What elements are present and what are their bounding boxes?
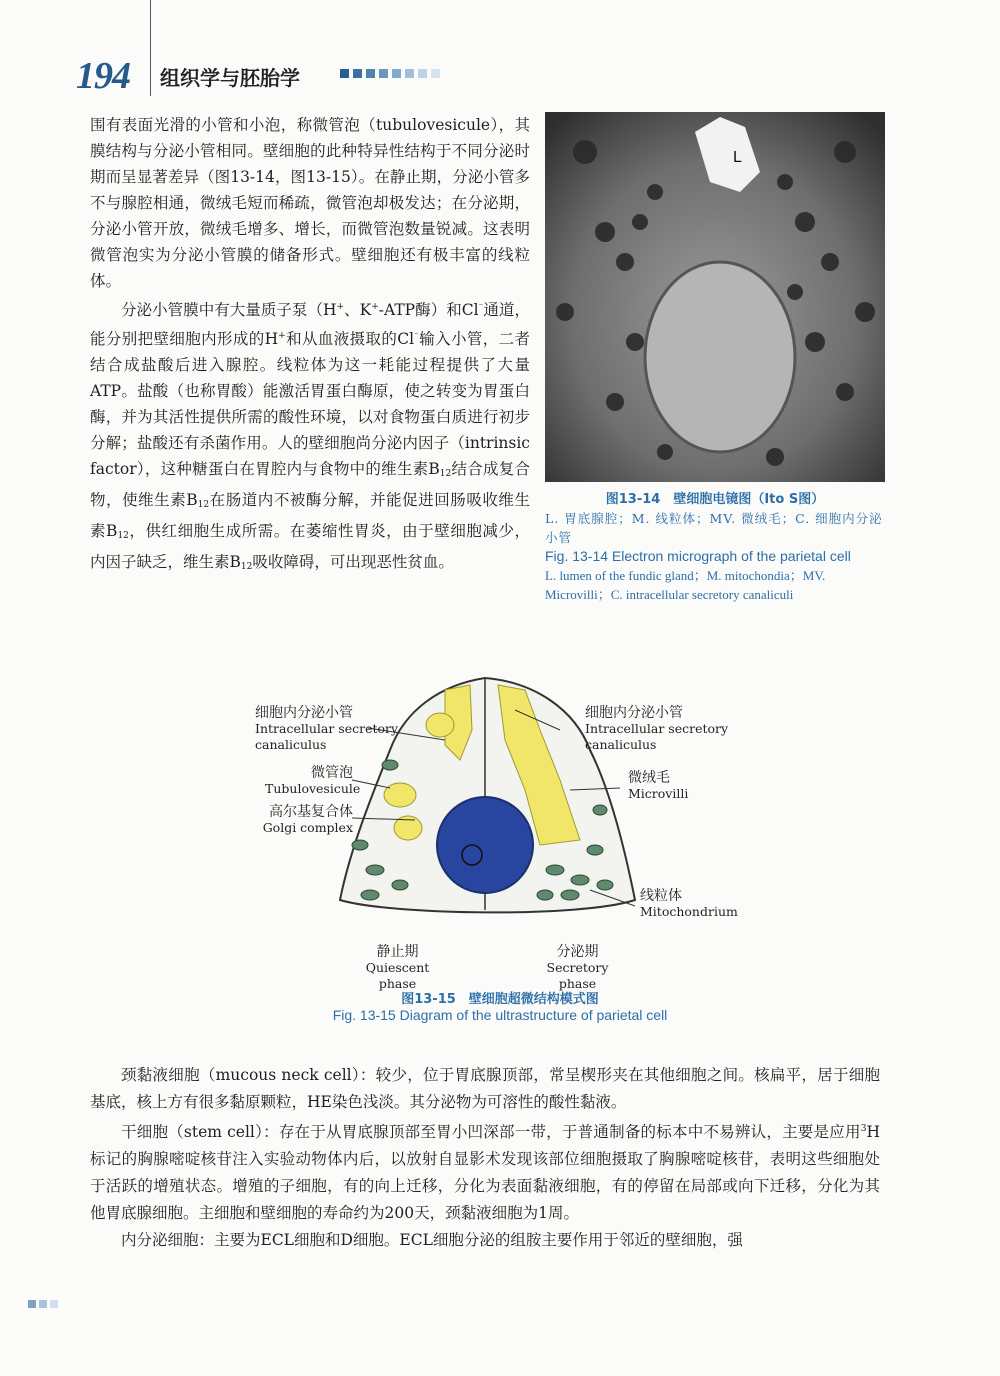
book-title: 组织学与胚胎学 <box>160 66 300 90</box>
label-secretory-phase: 分泌期 Secretory phase <box>546 944 609 991</box>
figure-13-15-caption <box>280 988 720 1023</box>
left-text-column <box>90 112 530 580</box>
figure-title-cn: 图13-15 壁细胞超微结构模式图 <box>401 992 599 1007</box>
header-decoration <box>340 69 440 78</box>
label-quiescent-phase: 静止期 Quiescent phase <box>365 944 430 991</box>
lumen-label: L <box>733 149 742 166</box>
label-golgi: 高尔基复合体 Golgi complex <box>262 804 353 835</box>
figure-title-en: Fig. 13-14 Electron micrograph of the parietal cell <box>545 548 851 564</box>
paragraph: 干细胞（stem cell）：存在于从胃底腺顶部至胃小凹深部一带，于普通制备的标本中不易辨认，主要是应用$^3$H标记的胸腺嘧啶核苷注入实验动物体内后，以放射自显影术发现该部位细胞摄取了胸腺嘧啶核苷，表明这些细胞处于活跃的增殖状态。增殖的子细胞，有的向上迁移，分化为表面黏液细胞，有的停留在局部或向下迁移，分化为其他胃底腺细胞。主细胞和壁细胞的寿命约为200天，颈黏液细胞为1周。 <box>90 1123 880 1222</box>
figure-legend-cn: L. 胃底腺腔；M. 线粒体；MV. 微绒毛；C. 细胞内分泌小管 <box>545 511 883 545</box>
header-rule <box>150 0 151 96</box>
figure-legend-en: L. lumen of the fundic gland；M. mitochondia；MV. Microvilli；C. intracellular secretory canaliculi <box>545 568 826 602</box>
footer-decoration <box>28 1300 58 1308</box>
paragraph: 颈黏液细胞（mucous neck cell）：较少，位于胃底腺顶部，常呈楔形夹在其他细胞之间。核扁平，居于细胞基底，核上方有很多黏原颗粒，HE染色浅淡。其分泌物为可溶性的酸性黏液。 <box>90 1066 880 1111</box>
paragraph: 内分泌细胞：主要为ECL细胞和D细胞。ECL细胞分泌的组胺主要作用于邻近的壁细胞，强 <box>121 1231 743 1249</box>
label-tubulovesicle: 微管泡 Tubulovesicule <box>265 765 361 796</box>
paragraph: 围有表面光滑的小管和小泡，称微管泡（tubulovesicule），其膜结构与分泌小管相同。壁细胞的此种特异性结构于不同分泌时期而呈显著差异（图13-14，图13-15）。在静止期，分泌小管多不与腺腔相通，微绒毛短而稀疏，微管泡却极发达；在分泌期，分泌小管开放，微绒毛增多、增长，而微管泡数量锐减。这表明微管泡实为分泌小管膜的储备形式。壁细胞还有极丰富的线粒体。 <box>90 116 530 290</box>
figure-title-en: Fig. 13-15 Diagram of the ultrastructure of parietal cell <box>332 1007 668 1023</box>
label-mitochondrium: 线粒体 Mitochondrium <box>640 888 738 919</box>
figure-13-14-caption <box>545 490 885 604</box>
label-canaliculus-left: 细胞内分泌小管 Intracellular secretory canaliculus <box>255 705 399 752</box>
label-canaliculus-right: 细胞内分泌小管 Intracellular secretory canaliculus <box>585 705 729 752</box>
figure-title-cn: 图13-14 壁细胞电镜图（Ito S图） <box>605 492 825 507</box>
paragraph: 分泌小管膜中有大量质子泵（H+、K+-ATP酶）和Cl⁻通道，能分别把壁细胞内形成的H+和从血液摄取的Cl⁻输入小管，二者结合成盐酸后进入腺腔。线粒体为这一耗能过程提供了大量ATP。盐酸（也称胃酸）能激活胃蛋白酶原，使之转变为胃蛋白酶，并为其活性提供所需的酸性环境，以对食物蛋白质进行初步分解；盐酸还有杀菌作用。人的壁细胞尚分泌内因子（intrinsic factor），这种糖蛋白在胃腔内与食物中的维生素$B_{12}$结合成复合物，使维生素$B_{12}$在肠道内不被酶分解，并能促进回肠吸收维生素$B_{12}$，供红细胞生成所需。在萎缩性胃炎，由于壁细胞减少，内因子缺乏，维生素$B_{12}$吸收障碍，可出现恶性贫血。 <box>90 301 530 572</box>
page-number: 194 <box>76 55 130 97</box>
parietal-cell-diagram <box>240 670 760 991</box>
bottom-text-column <box>90 1062 880 1254</box>
label-microvilli: 微绒毛 Microvilli <box>628 770 689 801</box>
electron-micrograph <box>545 112 885 482</box>
